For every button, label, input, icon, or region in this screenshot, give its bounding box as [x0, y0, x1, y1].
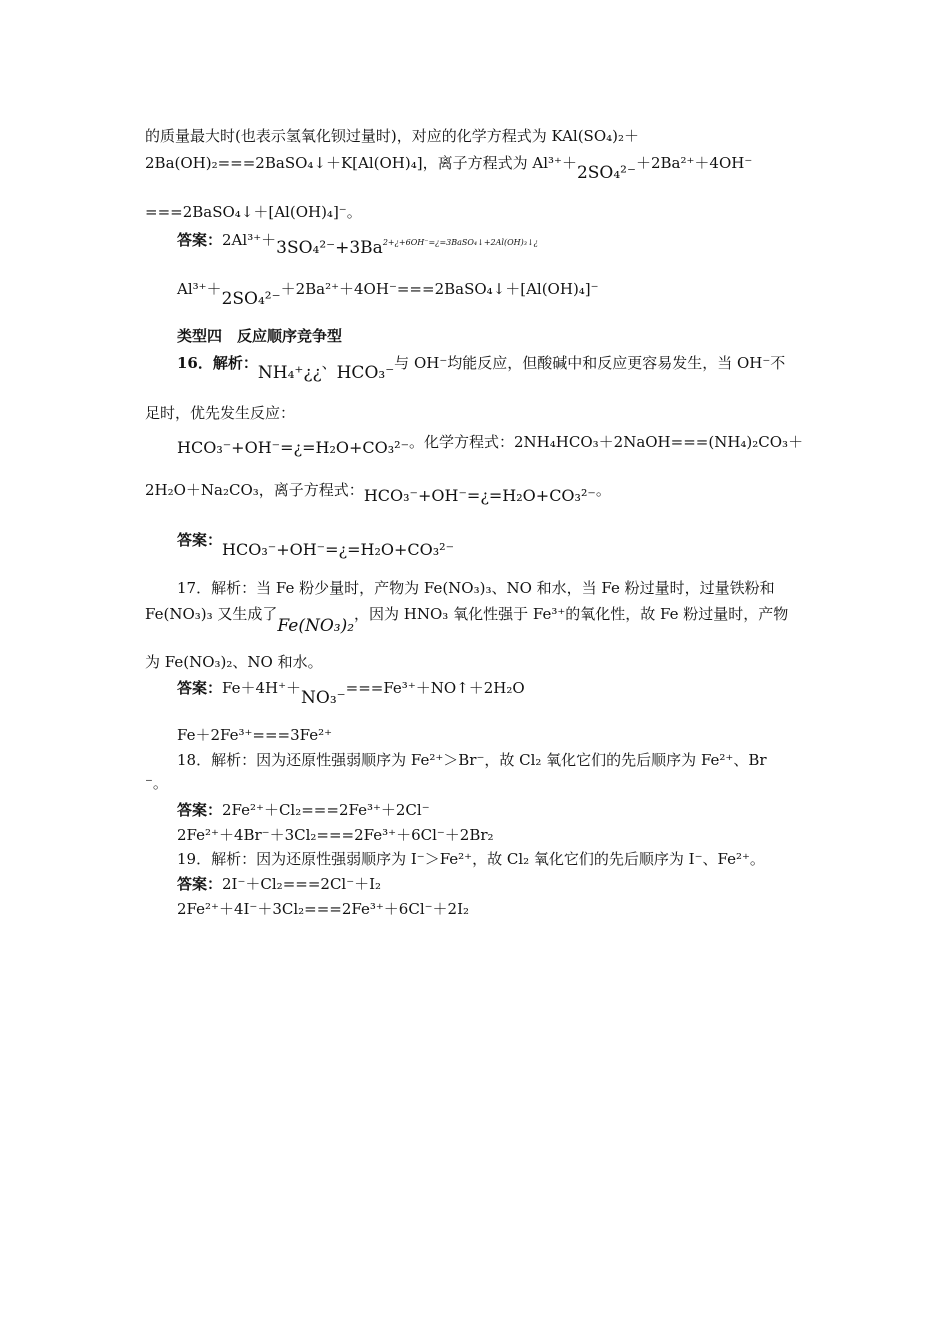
answer-19-line1: 答案：2I⁻＋Cl₂===2Cl⁻＋I₂: [177, 875, 382, 893]
answer-19-line2: 2Fe²⁺＋4I⁻＋3Cl₂===2Fe³⁺＋6Cl⁻＋2I₂: [177, 900, 470, 918]
answer-15-line1: 答案：2Al³⁺＋3SO₄²⁻+3Ba2+¿+6OH⁻=¿=3BaSO₄↓+2Al(OH)₃↓¿: [177, 231, 538, 258]
answer-16: 答案：HCO₃⁻+OH⁻=¿=H₂O+CO₃²⁻: [177, 531, 455, 559]
answer-17-line1: 答案：Fe＋4H⁺＋NO₃⁻===Fe³⁺＋NO↑＋2H₂O: [177, 679, 525, 708]
p15-line3: ===2BaSO₄↓＋[Al(OH)₄]⁻。: [145, 203, 362, 221]
section-heading-type4: 类型四 反应顺序竞争型: [177, 327, 343, 345]
p18-line1: 18．解析：因为还原性强弱顺序为 Fe²⁺＞Br⁻，故 Cl₂ 氧化它们的先后顺序为 Fe²⁺、Br: [177, 751, 767, 769]
answer-18-line2: 2Fe²⁺＋4Br⁻＋3Cl₂===2Fe³⁺＋6Cl⁻＋2Br₂: [177, 826, 494, 844]
p15-line1: 的质量最大时(也表示氢氧化钡过量时)，对应的化学方程式为 KAl(SO₄)₂＋: [145, 127, 640, 145]
p17-line1: 17．解析：当 Fe 粉少量时，产物为 Fe(NO₃)₃、NO 和水，当 Fe 粉过量时，过量铁粉和: [177, 579, 775, 597]
p19-line1: 19．解析：因为还原性强弱顺序为 I⁻＞Fe²⁺，故 Cl₂ 氧化它们的先后顺序为 I⁻、Fe²⁺。: [177, 850, 765, 868]
p15-line2: 2Ba(OH)₂===2BaSO₄↓＋K[Al(OH)₄]，离子方程式为 Al³⁺＋2SO₄²⁻＋2Ba²⁺＋4OH⁻: [145, 154, 753, 183]
p16-line4: 2H₂O＋Na₂CO₃，离子方程式：HCO₃⁻+OH⁻=¿=H₂O+CO₃²⁻。: [145, 481, 611, 505]
p16-line3: HCO₃⁻+OH⁻=¿=H₂O+CO₃²⁻。化学方程式：2NH₄HCO₃＋2NaOH===(NH₄)₂CO₃＋: [177, 433, 804, 457]
answer-18-line1: 答案：2Fe²⁺＋Cl₂===2Fe³⁺＋2Cl⁻: [177, 801, 430, 819]
p16-line2: 足时，优先发生反应：: [145, 404, 296, 422]
p16-line1: 16．解析：NH₄⁺¿¿、HCO₃⁻与 OH⁻均能反应，但酸碱中和反应更容易发生，当 OH⁻不: [177, 354, 786, 383]
answer-17-line2: Fe＋2Fe³⁺===3Fe²⁺: [177, 726, 333, 744]
p18-line2: ⁻。: [145, 774, 168, 792]
answer-15-line2: Al³⁺＋2SO₄²⁻＋2Ba²⁺＋4OH⁻===2BaSO₄↓＋[Al(OH)₄]⁻: [177, 280, 599, 309]
p17-line2: Fe(NO₃)₃ 又生成了Fe(NO₃)₂，因为 HNO₃ 氧化性强于 Fe³⁺的氧化性，故 Fe 粉过量时，产物: [145, 605, 789, 636]
p17-line3: 为 Fe(NO₃)₂、NO 和水。: [145, 653, 323, 671]
